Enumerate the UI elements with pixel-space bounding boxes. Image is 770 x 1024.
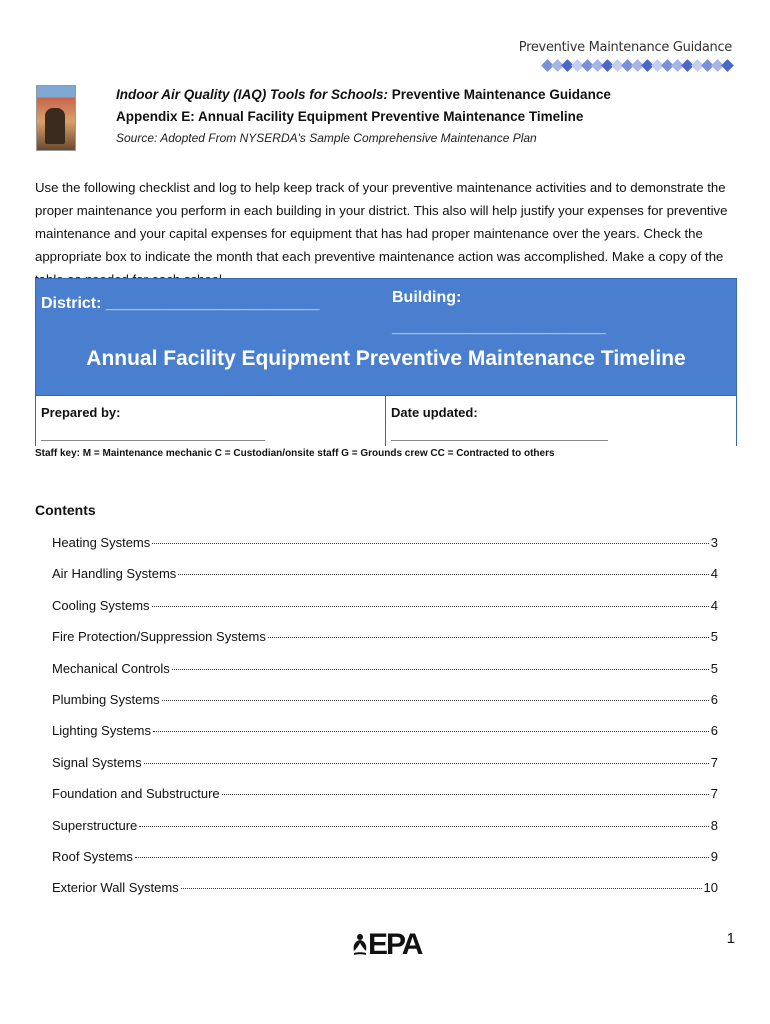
toc-entry-page: 5 — [710, 660, 718, 676]
toc-entry-page: 10 — [703, 880, 718, 896]
toc-entry-page: 3 — [710, 535, 718, 550]
title-line-1 — [116, 84, 611, 106]
toc-entry-page: 7 — [710, 786, 718, 802]
toc-entry-label: Signal Systems — [52, 754, 142, 770]
toc-entry-page: 8 — [710, 817, 718, 833]
toc-leader-dots — [222, 794, 709, 795]
toc-entry[interactable] — [52, 880, 718, 911]
toc-entry[interactable] — [52, 692, 718, 723]
document-titles — [116, 84, 611, 148]
toc-leader-dots — [181, 888, 702, 889]
title-guidance-name: Preventive Maintenance Guidance — [388, 87, 611, 102]
toc-leader-dots — [139, 826, 709, 827]
toc-entry-page: 7 — [710, 754, 718, 770]
toc-leader-dots — [172, 669, 709, 670]
toc-entry[interactable] — [52, 818, 718, 849]
toc-entry-label: Air Handling Systems — [52, 566, 177, 582]
toc-entry-page: 5 — [710, 629, 718, 645]
epa-wordmark: EPA — [368, 928, 422, 961]
toc-entry-label: Roof Systems — [52, 848, 133, 864]
staff-key: Staff key: M = Maintenance mechanic C = Custodian/onsite staff G = Grounds crew CC = Contracted to others — [35, 448, 555, 459]
toc-entry-page: 6 — [710, 691, 718, 707]
toc-entry-label: Plumbing Systems — [52, 691, 160, 707]
intro-paragraph: Use the following checklist and log to help keep track of your preventive maintenance activities and to demonstrate the proper maintenance you perform in each building in your district. This also will help justify your expenses for preventive maintenance and your capital expenses for equipment that has had proper maintenance over the years. Check the appropriate box to indicate the month that each preventive maintenance action was accomplished. Make a copy of the — [35, 180, 728, 264]
district-field[interactable]: District: ________________________ — [41, 295, 320, 312]
toc-entry-label: Exterior Wall Systems — [52, 880, 179, 896]
toc-entry[interactable] — [52, 661, 718, 692]
toc-leader-dots — [144, 763, 709, 764]
toc-entry-label: Lighting Systems — [52, 723, 151, 739]
form-lower-row — [36, 395, 736, 446]
epa-logo — [352, 928, 421, 962]
decorative-diamond-strip — [519, 61, 732, 70]
thumbnail-figure — [45, 108, 65, 144]
toc-entry-label: Cooling Systems — [52, 597, 150, 613]
toc-entry[interactable] — [52, 849, 718, 880]
table-of-contents — [52, 535, 718, 912]
running-header — [519, 40, 732, 70]
form-divider — [385, 396, 386, 446]
prepared-by-line: _______________________________ — [41, 427, 266, 442]
toc-entry[interactable] — [52, 566, 718, 597]
toc-entry-label: Fire Protection/Suppression Systems — [52, 629, 266, 645]
toc-entry[interactable] — [52, 629, 718, 660]
toc-entry-label: Heating Systems — [52, 535, 151, 550]
cover-thumbnail-image — [36, 85, 76, 151]
toc-entry-label: Superstructure — [52, 817, 138, 833]
toc-entry[interactable] — [52, 786, 718, 817]
date-updated-field[interactable] — [391, 402, 608, 446]
date-updated-line: ______________________________ — [391, 427, 608, 442]
toc-entry-page: 9 — [710, 848, 718, 864]
toc-leader-dots — [162, 700, 709, 701]
building-field[interactable] — [392, 283, 606, 343]
toc-leader-dots — [152, 606, 709, 607]
toc-entry-label: Foundation and Substructure — [52, 786, 220, 802]
toc-entry-page: 6 — [710, 723, 718, 739]
toc-leader-dots — [135, 857, 709, 858]
epa-flower-icon — [352, 931, 368, 959]
diamond-ornament — [721, 59, 734, 72]
toc-entry-page: 4 — [710, 597, 718, 613]
timeline-heading: Annual Facility Equipment Preventive Maintenance Timeline — [86, 347, 686, 370]
title-series-name: Indoor Air Quality (IAQ) Tools for Schools: — [116, 87, 388, 102]
page-number: 1 — [726, 930, 735, 947]
toc-entry[interactable] — [52, 755, 718, 786]
title-source-line: Source: Adopted From NYSERDA's Sample Comprehensive Maintenance Plan — [116, 131, 537, 145]
building-line: ________________________ — [392, 319, 606, 336]
prepared-by-field[interactable] — [41, 402, 265, 446]
date-updated-label: Date updated: — [391, 405, 478, 420]
toc-entry[interactable] — [52, 598, 718, 629]
toc-entry[interactable] — [52, 723, 718, 754]
toc-leader-dots — [268, 637, 709, 638]
building-label: Building: — [392, 289, 462, 306]
toc-entry[interactable] — [52, 535, 718, 566]
form-header-box — [35, 278, 737, 446]
toc-entry-label: Mechanical Controls — [52, 660, 170, 676]
toc-entry-page: 4 — [710, 566, 718, 582]
title-line-2: Appendix E: Annual Facility Equipment Preventive Maintenance Timeline — [116, 109, 584, 124]
toc-leader-dots — [152, 543, 709, 544]
contents-heading: Contents — [35, 502, 96, 518]
toc-leader-dots — [153, 731, 709, 732]
prepared-by-label: Prepared by: — [41, 405, 121, 420]
running-header-title: Preventive Maintenance Guidance — [518, 40, 732, 55]
toc-leader-dots — [178, 574, 708, 575]
